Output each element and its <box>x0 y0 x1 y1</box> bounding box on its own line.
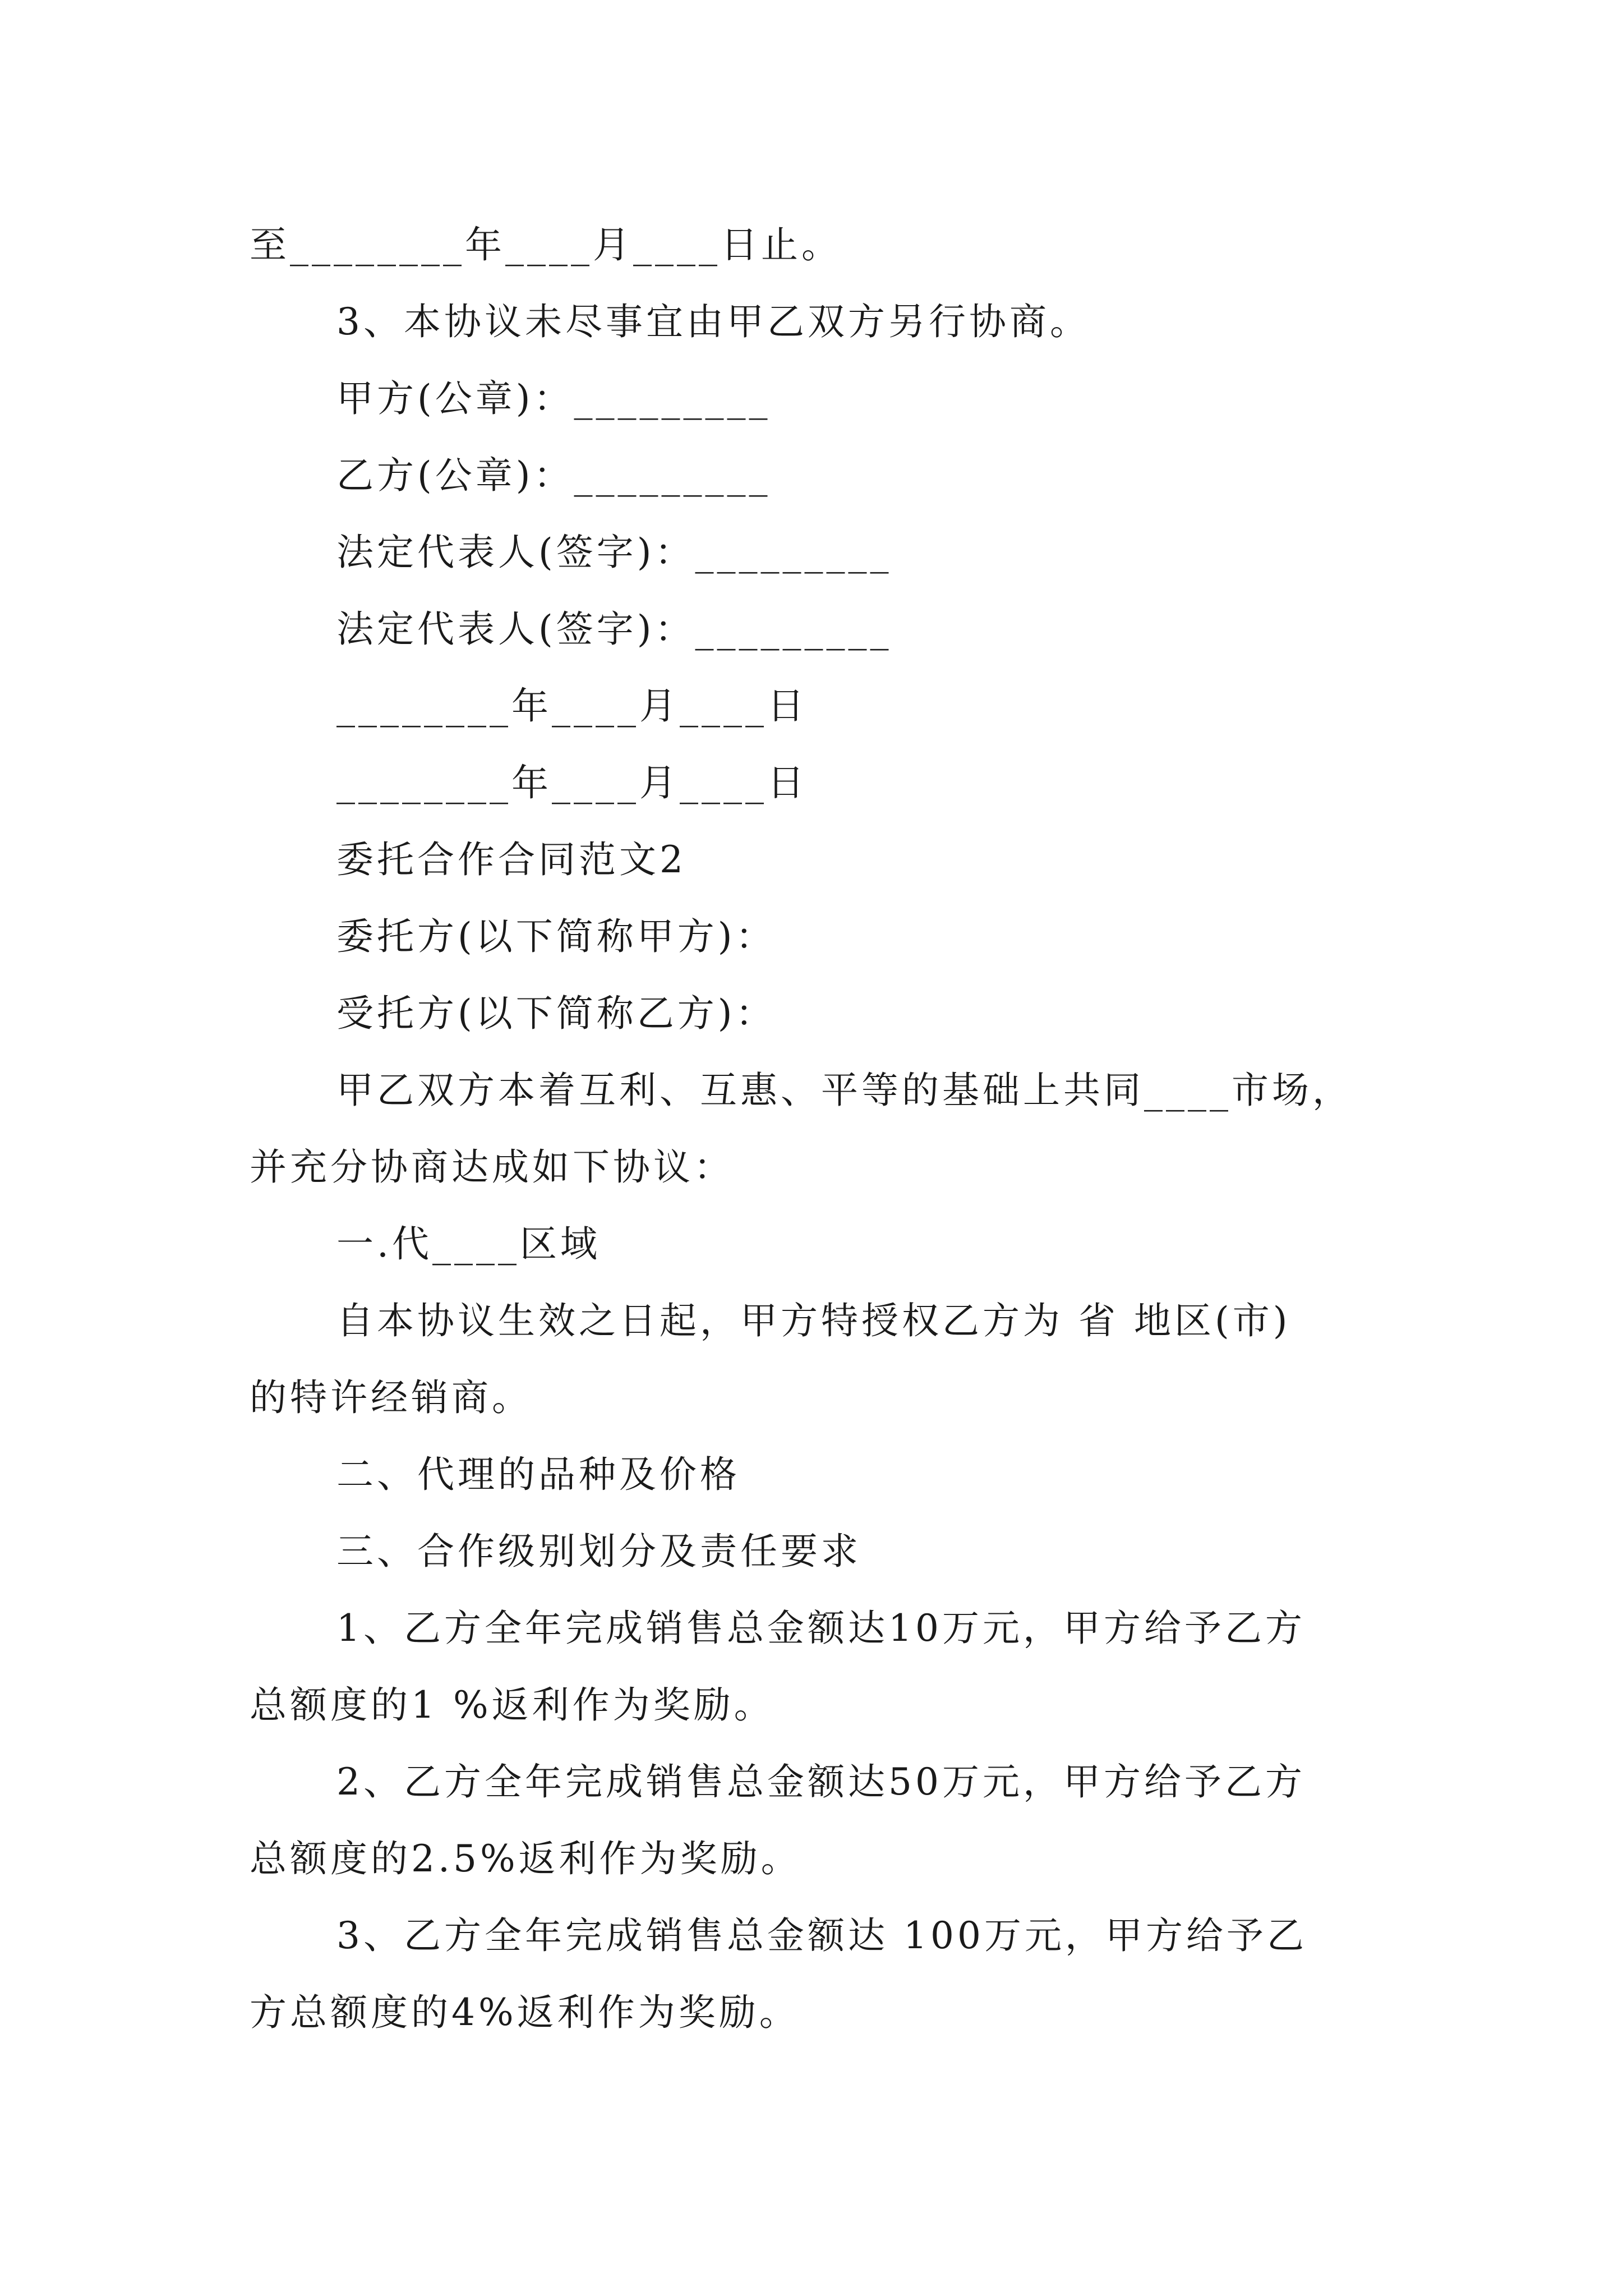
text-line: 3、乙方全年完成销售总金额达 100万元，甲方给予乙 <box>336 1914 1307 1957</box>
text-line: 2、乙方全年完成销售总金额达50万元，甲方给予乙方 <box>336 1760 1306 1803</box>
signature-line-representative: 法定代表人(签字)：_________ <box>336 608 892 651</box>
signature-line-party-a-seal: 甲方(公章)：_________ <box>336 377 771 420</box>
text-line: 的特许经销商。 <box>250 1376 532 1419</box>
text-line: 1、乙方全年完成销售总金额达10万元，甲方给予乙方 <box>336 1607 1306 1650</box>
text-line: 甲乙双方本着互利、互惠、平等的基础上共同____市场， <box>336 1069 1353 1112</box>
clause-heading: 一.代____区域 <box>336 1222 601 1266</box>
date-line: ________年____月____日 <box>336 684 808 728</box>
text-line: 至________年____月____日止。 <box>250 223 842 266</box>
date-line: ________年____月____日 <box>336 761 808 804</box>
text-line: 委托方(以下简称甲方)： <box>336 915 776 958</box>
document-body <box>250 206 1388 2051</box>
text-line: 并充分协商达成如下协议： <box>250 1145 734 1189</box>
text-line: 自本协议生效之日起，甲方特授权乙方为 省 地区(市) <box>336 1299 1291 1342</box>
section-title: 委托合作合同范文2 <box>336 838 686 881</box>
signature-line-party-b-seal: 乙方(公章)：_________ <box>336 454 771 497</box>
text-line: 总额度的2.5%返利作为奖励。 <box>250 1837 801 1880</box>
text-line: 受托方(以下简称乙方)： <box>336 992 776 1035</box>
text-line: 总额度的1 %返利作为奖励。 <box>250 1683 774 1727</box>
clause-heading: 三、合作级别划分及责任要求 <box>336 1530 861 1573</box>
clause-heading: 二、代理的品种及价格 <box>336 1453 740 1496</box>
signature-line-representative: 法定代表人(签字)：_________ <box>336 531 892 574</box>
text-line: 3、本协议未尽事宜由甲乙双方另行协商。 <box>336 300 1090 343</box>
text-line: 方总额度的4%返利作为奖励。 <box>250 1991 800 2034</box>
